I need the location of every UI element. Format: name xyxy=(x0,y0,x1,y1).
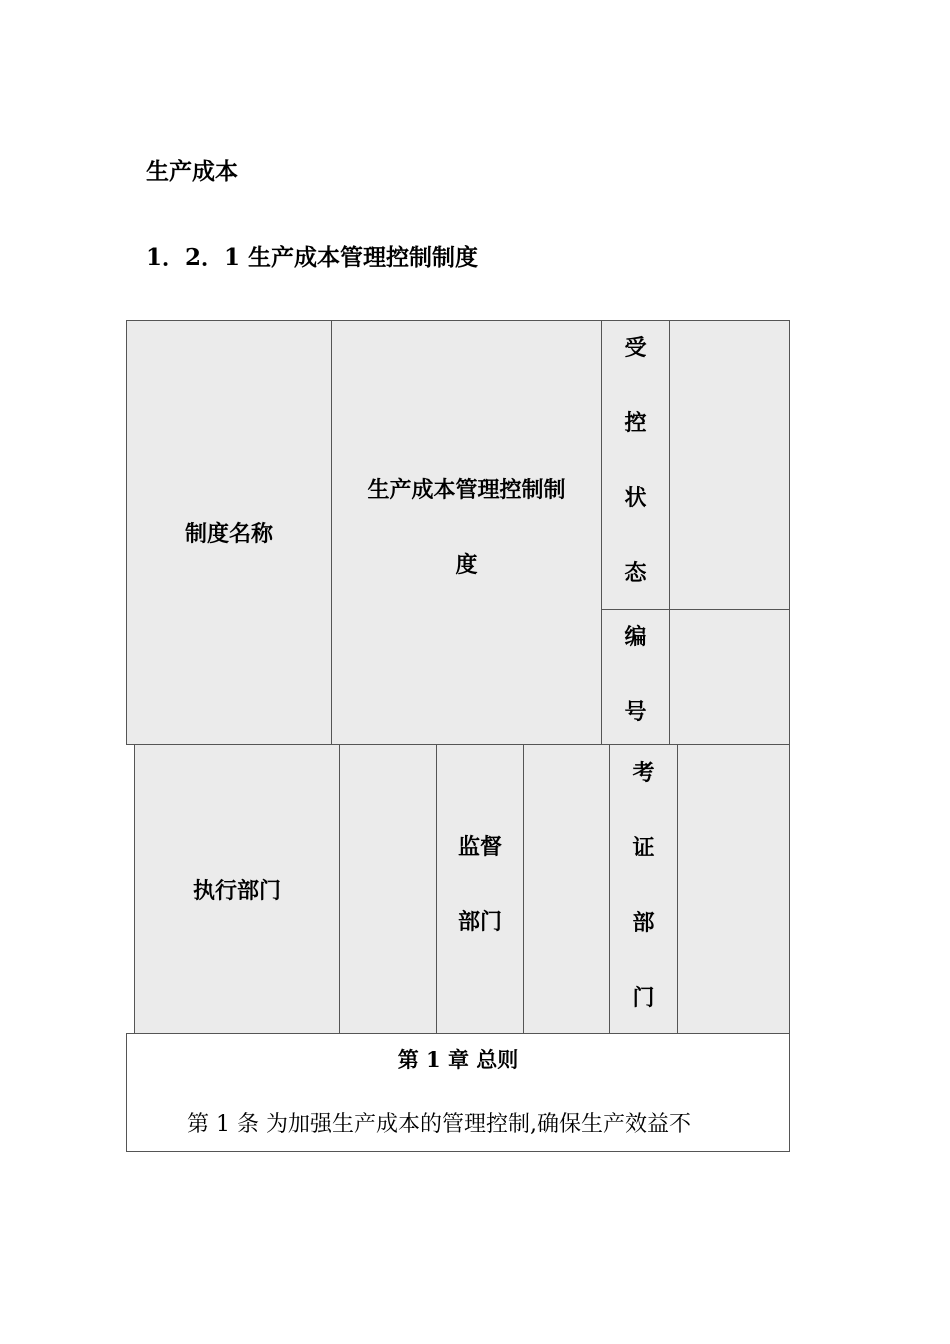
number-label-char: 号 xyxy=(624,699,647,725)
control-status-char: 受 xyxy=(624,335,647,361)
verify-dept-char: 门 xyxy=(632,985,655,1011)
section-title: 生产成本 xyxy=(146,158,238,185)
supervise-dept-line2: 部门 xyxy=(457,909,502,935)
control-status-char: 态 xyxy=(624,560,647,586)
verify-dept-value-cell xyxy=(677,744,790,1034)
regulation-name-label-cell xyxy=(126,320,332,745)
verify-dept-label-cell xyxy=(609,744,678,1034)
article-text: 第 1 条 为加强生产成本的管理控制,确保生产效益不 xyxy=(187,1112,691,1137)
exec-dept-label-cell xyxy=(134,744,340,1034)
regulation-body-cell xyxy=(126,1033,790,1152)
number-label-cell xyxy=(601,609,670,745)
control-status-char: 状 xyxy=(624,485,647,511)
subsection-title: 1．2．1 生产成本管理控制制度 xyxy=(146,244,479,271)
supervise-dept-value-cell xyxy=(523,744,610,1034)
verify-dept-char: 部 xyxy=(632,910,655,936)
regulation-name-value-cell xyxy=(331,320,602,745)
regulation-name-value-line2: 度 xyxy=(455,552,478,578)
control-status-label-cell xyxy=(601,320,670,610)
supervise-dept-label-cell xyxy=(436,744,524,1034)
number-label-char: 编 xyxy=(624,624,647,650)
supervise-dept-line1: 监督 xyxy=(457,834,502,860)
exec-dept-value-cell xyxy=(339,744,437,1034)
control-status-char: 控 xyxy=(624,410,647,436)
verify-dept-char: 证 xyxy=(632,835,655,861)
control-status-value-cell xyxy=(669,320,790,610)
regulation-name-label: 制度名称 xyxy=(184,521,273,547)
verify-dept-char: 考 xyxy=(632,760,655,786)
exec-dept-label: 执行部门 xyxy=(192,877,281,904)
number-value-cell xyxy=(669,609,790,745)
chapter-title: 第 1 章 总则 xyxy=(397,1047,519,1072)
regulation-name-value-line1: 生产成本管理控制制 xyxy=(367,477,566,503)
